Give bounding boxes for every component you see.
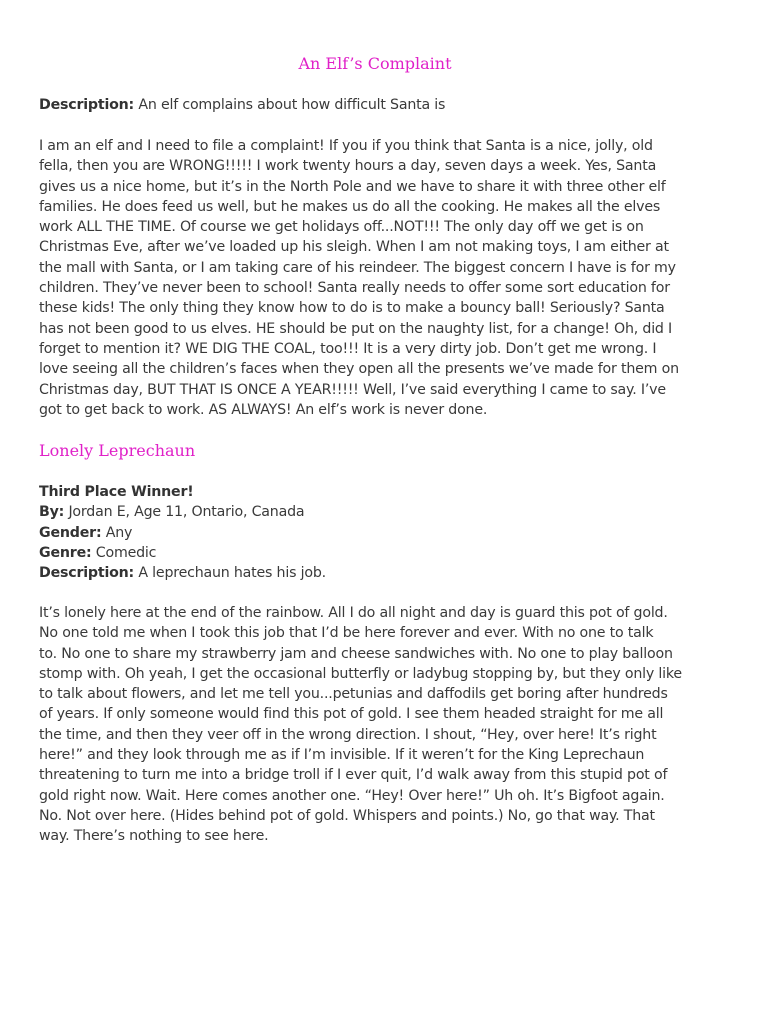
author-line bbox=[39, 502, 326, 522]
description-label: Description: bbox=[39, 565, 135, 582]
description-line bbox=[39, 563, 326, 583]
story-title-leprechaun: Lonely Leprechaun bbox=[39, 441, 196, 460]
body-line: work ALL THE TIME. Of course we get holidays off...NOT!!! The only day off we get is on bbox=[39, 219, 644, 236]
body-line: Christmas day, BUT THAT IS ONCE A YEAR!!!!! Well, I’ve said everything I came to say. I’ve bbox=[39, 381, 666, 398]
story-body-leprechaun bbox=[39, 603, 731, 847]
body-line: threatening to turn me into a bridge troll if I ever quit, I’d walk away from this stupid pot of bbox=[39, 767, 668, 784]
gender-value: Any bbox=[101, 524, 133, 541]
award-line bbox=[39, 482, 326, 502]
body-line: gives us a nice home, but it’s in the North Pole and we have to share it with three other elf bbox=[39, 178, 666, 195]
body-line: families. He does feed us well, but he makes us do all the cooking. He makes all the elves bbox=[39, 198, 661, 215]
body-line: fella, then you are WRONG!!!!! I work twenty hours a day, seven days a week. Yes, Santa bbox=[39, 158, 657, 175]
body-line: Christmas Eve, after we’ve loaded up his sleigh. When I am not making toys, I am either at bbox=[39, 239, 669, 256]
gender-line bbox=[39, 523, 326, 543]
story-body-elf bbox=[39, 136, 731, 420]
body-line: to. No one to share my strawberry jam and cheese sandwiches with. No one to play balloon bbox=[39, 645, 673, 662]
body-line: the time, and then they veer off in the wrong direction. I shout, “Hey, over here! It’s right bbox=[39, 726, 657, 743]
genre-line bbox=[39, 543, 326, 563]
body-line: to talk about flowers, and let me tell you...petunias and daffodils get boring after hundreds bbox=[39, 686, 668, 703]
body-line: these kids! The only thing they know how to do is to make a bouncy ball! Seriously? Santa bbox=[39, 300, 665, 317]
body-line: No one told me when I took this job that I’d be here forever and ever. With no one to talk bbox=[39, 625, 654, 642]
body-line: children. They’ve never been to school! Santa really needs to offer some sort education for bbox=[39, 280, 670, 297]
body-line: No. Not over here. (Hides behind pot of gold. Whispers and points.) No, go that way. That bbox=[39, 807, 655, 824]
description-value: An elf complains about how difficult Santa is bbox=[134, 97, 446, 113]
genre-value: Comedic bbox=[91, 544, 157, 561]
by-label: By: bbox=[39, 504, 65, 521]
body-line: forget to mention it? WE DIG THE COAL, too!!! It is a very dirty job. Don’t get me wrong. I bbox=[39, 340, 657, 357]
description-value: A leprechaun hates his job. bbox=[134, 565, 326, 582]
body-line: stomp with. Oh yeah, I get the occasional butterfly or ladybug stopping by, but they only like bbox=[39, 665, 682, 682]
body-line: here!” and they look through me as if I’m invisible. If it weren’t for the King Leprechaun bbox=[39, 747, 645, 764]
body-line: the mall with Santa, or I am taking care of his reindeer. The biggest concern I have is for my bbox=[39, 259, 676, 276]
story-meta-leprechaun bbox=[39, 482, 326, 583]
story-description-elf bbox=[39, 95, 445, 115]
body-line: has not been good to us elves. HE should be put on the naughty list, for a change! Oh, did I bbox=[39, 320, 673, 337]
description-label: Description: bbox=[39, 97, 135, 113]
body-line: gold right now. Wait. Here comes another one. “Hey! Over here!” Uh oh. It’s Bigfoot again. bbox=[39, 787, 665, 804]
by-value: Jordan E, Age 11, Ontario, Canada bbox=[64, 504, 305, 521]
gender-label: Gender: bbox=[39, 524, 102, 541]
body-line: got to get back to work. AS ALWAYS! An elf’s work is never done. bbox=[39, 401, 488, 418]
award-label: Third Place Winner! bbox=[39, 484, 194, 500]
body-line: of years. If only someone would find this pot of gold. I see them headed straight for me all bbox=[39, 706, 664, 723]
body-line: It’s lonely here at the end of the rainbow. All I do all night and day is guard this pot of gold. bbox=[39, 605, 668, 621]
body-line: I am an elf and I need to file a complaint! If you if you think that Santa is a nice, jolly, old bbox=[39, 138, 653, 154]
genre-label: Genre: bbox=[39, 544, 92, 561]
story-title-elf: An Elf’s Complaint bbox=[298, 54, 452, 73]
body-line: love seeing all the children’s faces when they open all the presents we’ve made for them on bbox=[39, 361, 679, 378]
body-line: way. There’s nothing to see here. bbox=[39, 828, 269, 845]
